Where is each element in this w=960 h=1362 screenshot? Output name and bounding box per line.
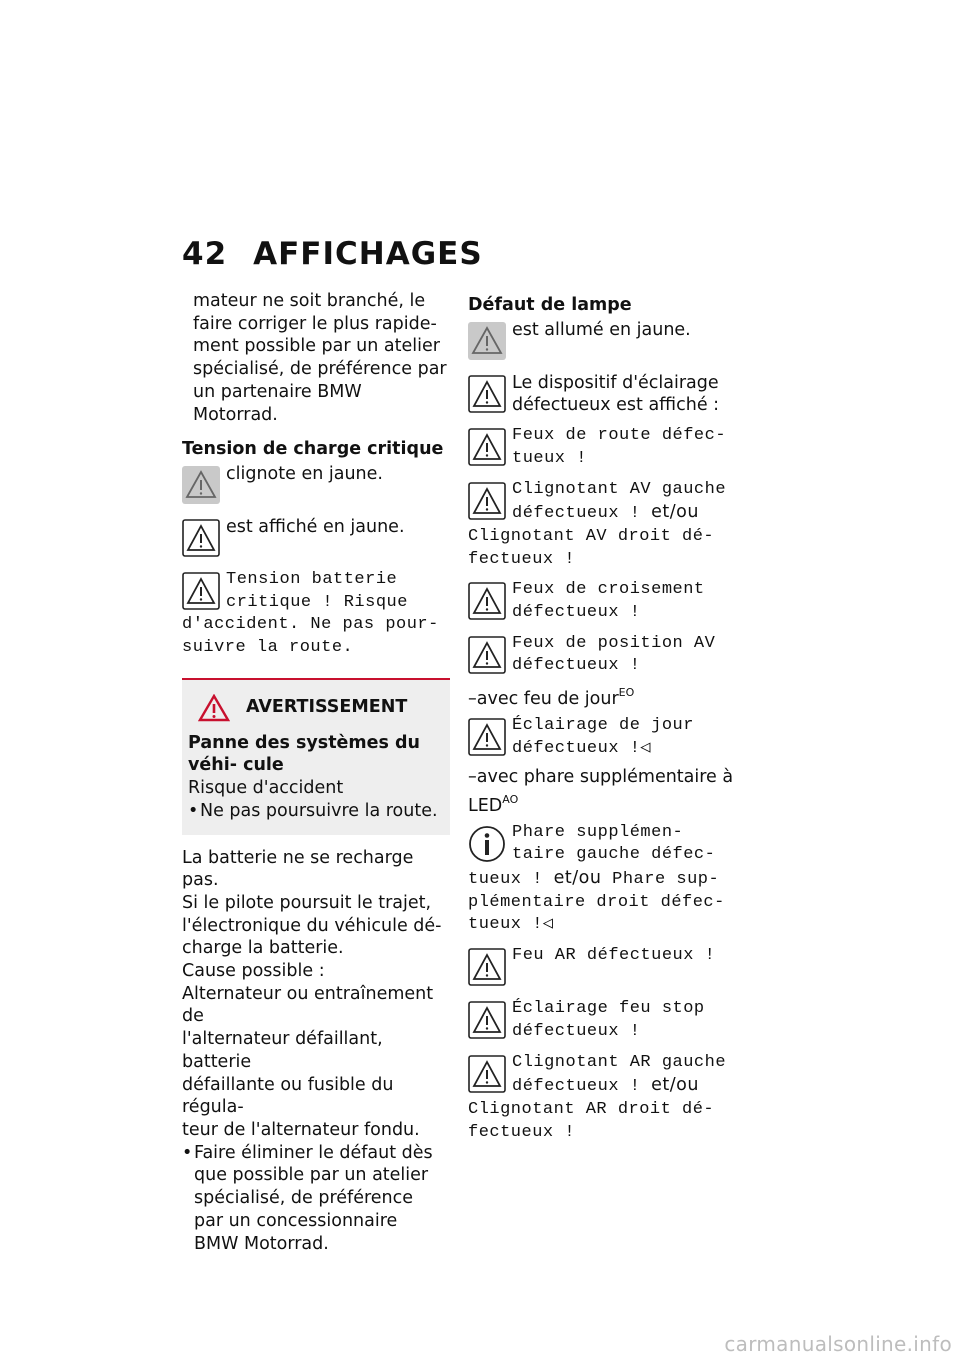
watermark: carmanualsonline.info [724,1332,952,1356]
message-line: d'accident. Ne pas pour- [182,615,439,635]
text-line: spécialisé, de préférence par [193,359,447,380]
and-or-text: et/ou [553,868,602,889]
warning-lamp-icon [182,466,220,504]
warning-symbol-icon [468,1055,506,1093]
message-text: Phare supplémen- taire gauche défec- tueux ! [468,822,716,890]
page-title: AFFICHAGES [253,236,483,272]
indicator-row [182,463,450,508]
message-text: Clignotant AV gauche défectueux ! [512,479,727,524]
warning-triangle-icon [198,694,230,722]
message-text: Clignotant AR droit dé- fectueux ! [468,1099,715,1142]
warning-symbol-icon [468,636,506,674]
message-text: Éclairage de jour défectueux ! [512,715,694,758]
warning-subtitle: Panne des systèmes du véhi- cule [188,732,421,776]
message-text: Éclairage feu stop défectueux ! [512,999,705,1041]
end-mark: ◁ [640,738,652,758]
display-message [468,715,736,760]
text-line: ment possible par un atelier [193,336,440,357]
indicator-row [468,319,736,364]
indicator-text: est allumé en jaune. [512,319,691,340]
display-message [468,633,736,678]
section-title-charge: Tension de charge critique [182,439,444,460]
condition-text: –avec phare supplémentaire à LED [468,767,734,816]
cause-title: Cause possible : [182,961,325,982]
warning-risk: Risque d'accident [188,778,344,799]
message-text: Clignotant AR gauche défectueux ! [512,1052,727,1097]
warning-title-text: AVERTISSEMENT [246,697,408,718]
message-line: suivre la route. [182,638,354,658]
cause-paragraph [182,983,450,1142]
message-text: Clignotant AV droit dé- fectueux ! [468,526,715,569]
display-message [468,1052,736,1145]
condition-led [468,766,736,817]
condition-sup: EO [618,686,635,700]
message-text: Feux de croisement défectueux ! [512,580,705,623]
display-message [468,998,736,1043]
text-line: l'électronique du véhicule dé- [182,915,442,936]
end-mark: ◁ [542,915,554,935]
condition-text: –avec feu de jour [468,689,619,710]
left-column [182,290,450,1255]
display-message [468,579,736,624]
display-message [182,569,450,660]
action-bullet: • Faire éliminer le défaut dès que possible par un atelier spécialisé, de préférence par un concessionnaire BMW Motorrad. [182,1142,433,1254]
indicator-text: est affiché en jaune. [226,516,405,537]
display-message [468,945,736,990]
right-column [468,290,736,1144]
warning-symbol-icon [468,718,506,756]
and-or-text: et/ou [651,1075,699,1096]
warning-box [182,678,450,835]
message-text: Feux de position AV défectueux ! [512,633,716,676]
display-message [468,425,736,470]
text-line: que possible par un atelier [194,1165,429,1186]
text-line: un partenaire BMW Motorrad. [193,381,362,425]
info-icon [468,825,506,863]
text-line: l'alternateur défaillant, batterie [182,1029,383,1072]
display-message [468,822,736,938]
warning-symbol-icon [468,482,506,520]
warning-lamp-icon [468,322,506,360]
warning-symbol-icon [182,572,220,610]
warning-symbol-icon [468,582,506,620]
section-title-lamp: Défaut de lampe [468,295,632,315]
indicator-text: clignote en jaune. [226,463,383,484]
message-text: Phare sup- plémentaire droit défec- tueux ! [468,870,725,935]
text-line: faire corriger le plus rapide- [193,313,437,334]
display-message [468,479,736,572]
text-line: BMW Motorrad. [194,1233,329,1254]
warning-symbol-icon [468,428,506,466]
warning-title [198,694,444,722]
indicator-row [468,372,736,417]
text-line: spécialisé, de préférence [194,1188,414,1209]
message-text: Feux de route défec- tueux ! [512,426,727,468]
message-text: Feu AR défectueux ! [512,946,716,966]
text-line: Si le pilote poursuit le trajet, [182,892,432,913]
message-line: Tension batterie [226,569,398,589]
text-line: charge la batterie. [182,938,344,959]
text-line: par un concessionnaire [194,1210,398,1231]
page-number: 42 [182,236,228,272]
message-line: critique ! Risque [226,592,408,612]
intro-paragraph [193,290,450,426]
text-line: Alternateur ou entraînement de [182,983,434,1027]
warning-symbol-icon [468,948,506,986]
condition-daylight [468,682,736,711]
warning-bullet: • Ne pas poursuivre la route. [188,800,438,821]
indicator-row [182,516,450,561]
text-line: mateur ne soit branché, le [193,291,426,311]
page-header [182,236,483,272]
and-or-text: et/ou [651,502,699,523]
text-line: La batterie ne se recharge pas. [182,847,414,891]
text-line: Faire éliminer le défaut dès [194,1142,433,1163]
warning-symbol-icon [468,1001,506,1039]
warning-bullet-text: Ne pas poursuivre la route. [200,800,438,821]
warning-symbol-icon [182,519,220,557]
warning-symbol-icon [468,375,506,413]
text-line: teur de l'alternateur fondu. [182,1119,420,1140]
indicator-text: Le dispositif d'éclairage défectueux est affiché : [512,372,720,416]
text-line: défaillante ou fusible du régula- [182,1074,394,1118]
body-paragraph [182,847,450,961]
condition-sup: AO [502,792,519,806]
